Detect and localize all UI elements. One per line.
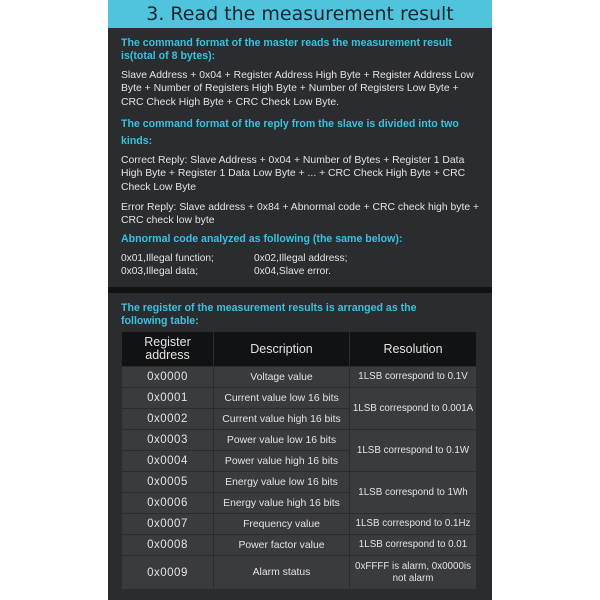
register-address: 0x0002 (122, 409, 213, 429)
reply-heading: The command format of the reply from the slave is divided into two kinds: (121, 118, 459, 147)
register-description: Power value high 16 bits (214, 451, 349, 471)
register-description: Current value high 16 bits (214, 409, 349, 429)
register-address: 0x0003 (122, 430, 213, 450)
register-resolution: 1LSB correspond to 0.01 (350, 535, 476, 555)
table-row (122, 535, 476, 555)
register-description: Energy value low 16 bits (214, 472, 349, 492)
command-body: Slave Address + 0x04 + Register Address High Byte + Register Address Low Byte + Number of Registers High Byte + Number of Registers Low Byte + CRC Check High Byte + CRC Check Low Byte. (121, 70, 474, 108)
command-heading: The command format of the master reads the measurement result is(total of 8 bytes): (121, 37, 452, 63)
table-row (122, 388, 476, 408)
table-row (122, 556, 476, 589)
reply-error: Error Reply: Slave address + 0x84 + Abnormal code + CRC check high byte + CRC check low byte (121, 202, 480, 227)
table-row (122, 514, 476, 534)
abnormal-code: 0x04,Slave error. (254, 266, 332, 277)
register-resolution: 1LSB correspond to 0.1Hz (350, 514, 476, 534)
abnormal-code: 0x03,Illegal data; (121, 266, 199, 277)
header-description: Description (214, 332, 349, 366)
register-description: Energy value high 16 bits (214, 493, 349, 513)
register-description: Current value low 16 bits (214, 388, 349, 408)
register-intro: The register of the measurement results is arranged as the following table: (121, 302, 417, 328)
register-table (121, 331, 477, 590)
section-divider (108, 287, 492, 293)
register-resolution: 1LSB correspond to 0.1W (350, 430, 476, 471)
register-description: Power factor value (214, 535, 349, 555)
register-address: 0x0005 (122, 472, 213, 492)
register-description: Alarm status (214, 556, 349, 589)
section-title: 3. Read the measurement result (108, 0, 492, 28)
register-resolution: 1LSB correspond to 0.1V (350, 367, 476, 387)
register-address: 0x0009 (122, 556, 213, 589)
table-row (122, 430, 476, 450)
reply-correct: Correct Reply: Slave Address + 0x04 + Number of Bytes + Register 1 Data High Byte + Register 1 Data Low Byte + ... + CRC Check High Byte + CRC Check Low Byte (121, 155, 466, 193)
abnormal-heading: Abnormal code analyzed as following (the same below): (121, 233, 403, 245)
register-description: Power value low 16 bits (214, 430, 349, 450)
table-row (122, 472, 476, 492)
register-address: 0x0006 (122, 493, 213, 513)
table-header-row (122, 332, 476, 366)
register-resolution: 1LSB correspond to 1Wh (350, 472, 476, 513)
register-description: Frequency value (214, 514, 349, 534)
register-address: 0x0001 (122, 388, 213, 408)
register-resolution: 0xFFFF is alarm, 0x0000is not alarm (350, 556, 476, 589)
register-address: 0x0007 (122, 514, 213, 534)
abnormal-code: 0x02,Illegal address; (254, 253, 348, 264)
table-row (122, 367, 476, 387)
register-description: Voltage value (214, 367, 349, 387)
register-resolution: 1LSB correspond to 0.001A (350, 388, 476, 429)
abnormal-code: 0x01,Illegal function; (121, 253, 214, 264)
register-address: 0x0004 (122, 451, 213, 471)
register-address: 0x0008 (122, 535, 213, 555)
header-resolution: Resolution (350, 332, 476, 366)
document-panel (108, 0, 492, 600)
header-register-address: Register address (122, 332, 213, 366)
register-address: 0x0000 (122, 367, 213, 387)
